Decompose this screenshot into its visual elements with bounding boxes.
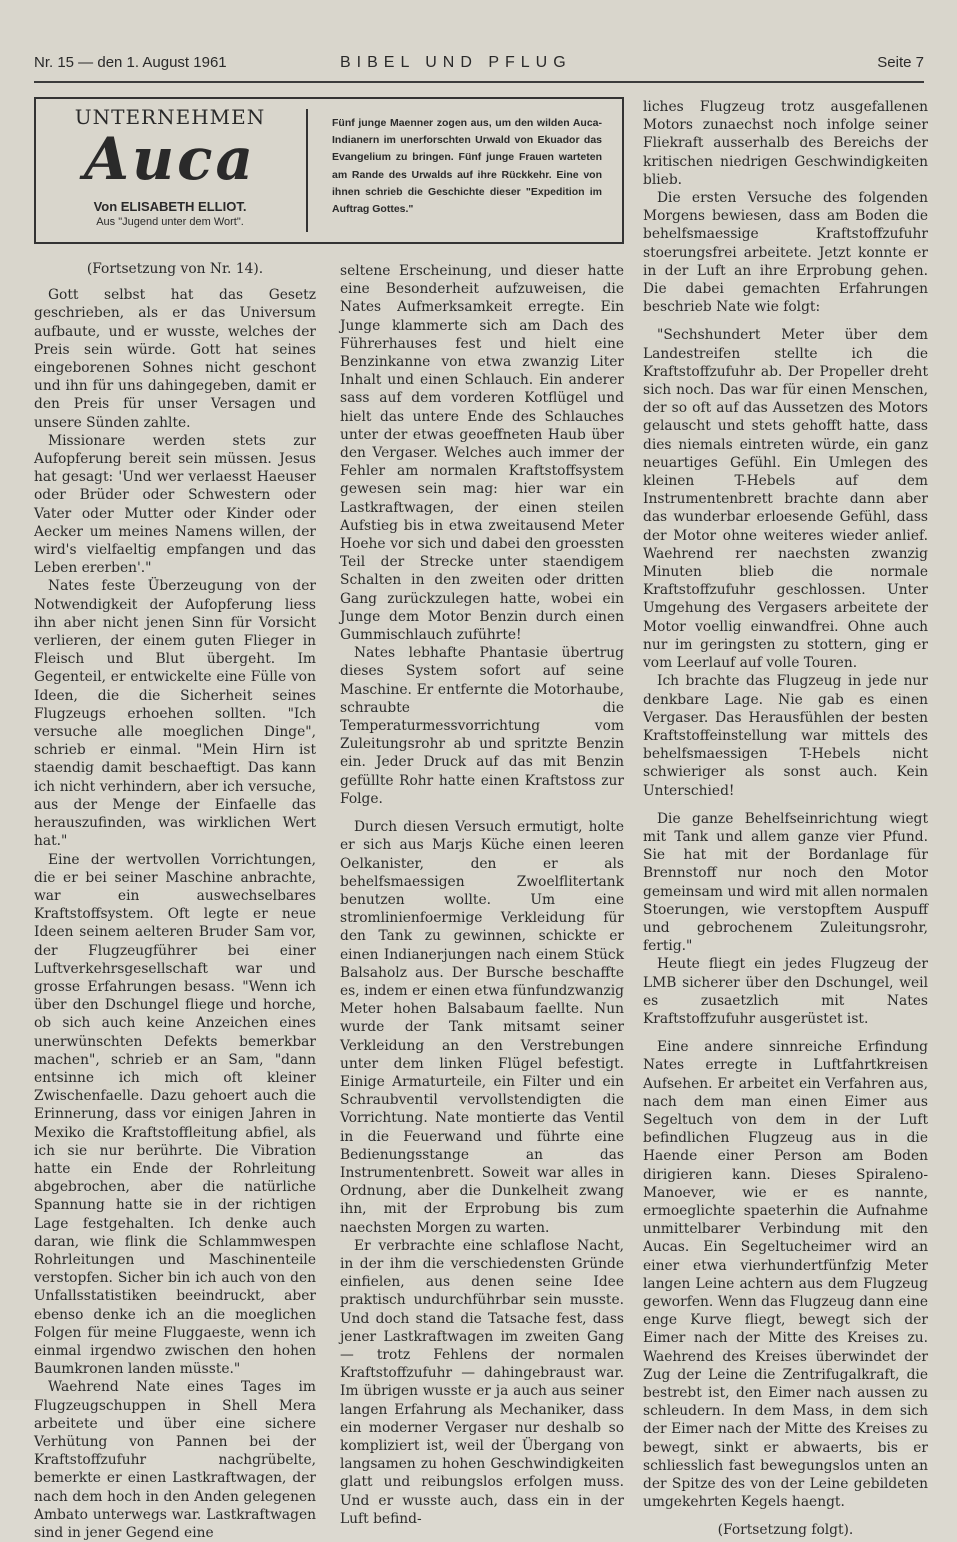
column-2 xyxy=(340,262,624,1528)
publication-title: BIBEL UND PFLUG xyxy=(340,54,572,71)
article-title: Auca xyxy=(83,125,257,193)
article-title-box xyxy=(34,97,624,244)
title-kicker: UNTERNEHMEN xyxy=(74,105,266,129)
paragraph: Die ersten Versuche des folgenden Morgens bewiesen, dass am Boden die behelfsmaessige Kraftstoffzufuhr stoerungsfrei arbeitete. Jetzt konnte er in der Luft an ihre Erprobung gehen. Die dabei gemachten Erfahrungen beschrieb Nate wie folgt: xyxy=(643,190,928,316)
column-3 xyxy=(643,98,928,1540)
article-intro: Fünf junge Maenner zogen aus, um den wilden Auca-Indianern im unerforschten Urwald von Ekuador das Evangelium zu bringen. Fünf junge Frauen warteten am Rande des Urwalds auf ihre Rückkehr. Eine von ihnen schrieb die Geschichte dieser "Expedition im Auftrag Gottes." xyxy=(332,117,602,216)
paragraph: Die ganze Behelfseinrichtung wiegt mit Tank und allem ganze vier Pfund. Sie hat mit der Bordanlage für Brennstoff nur noch den Motor gemeinsam und wird mit allen normalen Stoerungen, wie verstopftem Auspuff und gebrochenem Zuleitungsrohr, fertig." xyxy=(643,810,928,955)
continued-from: (Fortsetzung von Nr. 14). xyxy=(86,261,264,277)
paragraph: Gott selbst hat das Gesetz geschrieben, als er das Universum aufbaute, und er wusste, welches der Preis sein würde. Gott hat seines eingeborenen Sohnes nicht geschont und ihn für uns dahingegeben, damit er den Preis für unser Versagen und unsere Sünden zahlte. xyxy=(34,287,316,431)
issue-date: Nr. 15 — den 1. August 1961 xyxy=(34,54,227,71)
continued-note: (Fortsetzung folgt). xyxy=(717,1522,854,1539)
paragraph: liches Flugzeug trotz ausgefallenen Motors zunaechst noch infolge seiner Fliekraft ausserhalb des Bereichs der kritischen niedrigen Geschwindigkeiten blieb. xyxy=(643,99,928,188)
paragraph: seltene Erscheinung, und dieser hatte eine Besonderheit aufzuweisen, die Nates Aufmerksamkeit erregte. Ein Junge klammerte sich am Dach des Führerhauses fest und hielt eine Benzinkanne von etwa zwanzig Liter Inhalt und einen Schlauch. Ein anderer sass auf dem vorderen Kotflügel und hielt das untere Ende des Schlauches unter der etwas geoeffneten Haub über den Vergaser. Welches auch immer der Fehler am normalen Kraftstoffsystem gewesen sein mag: hier war ein Lastkraftwagen, der einen steilen Aufstieg bis in etwa zweitausend Meter Hoehe vor sich und dabei den groessten Teil der Strecke unter staendigem Schalten in den zweiten oder dritten Gang zurückzulegen hatte, wobei ein Junge dem Motor Benzin durch einen Gummischlauch zuführte! xyxy=(340,263,624,644)
title-box-divider xyxy=(306,109,308,232)
title-block xyxy=(36,99,304,242)
paragraph: Heute fliegt ein jedes Flugzeug der LMB sicherer über den Dschungel, weil es zusaetzlich mit Nates Kraftstoffzufuhr ausgerüstet ist. xyxy=(643,956,928,1027)
page-header xyxy=(34,54,924,80)
paragraph: Nates lebhafte Phantasie übertrug dieses System sofort auf seine Maschine. Er entfernte die Motorhaube, schraubte die Temperaturmessvorrichtung vom Zuleitungsrohr ab und spritzte Benzin ein. Jeder Druck auf das mit Benzin gefüllte Rohr hatte einen Kraftstoss zur Folge. xyxy=(340,645,624,807)
paragraph: Durch diesen Versuch ermutigt, holte er sich aus Marjs Küche einen leeren Oelkanister, den er als behelfsmaessigen Zwoelflitertank benutzen wollte. Um eine stromlinienfoermige Verkleidung für den Tank zu gewinnen, schickte er einen Indianerjungen nach einem Stück Balsaholz aus. Der Bursche beschaffte es, indem er einen etwa fünfundzwanzig Meter hohen Balsabaum faellte. Nun wurde der Tank mitsamt seiner Verkleidung an den Verstrebungen unter dem linken Flügel befestigt. Einige Armaturteile, ein Filter und ein Schraubventil vervollstendigten die Vorrichtung. Nate montierte das Ventil in die Feuerwand und führte eine Bedienungsstange an das Instrumentenbrett. Soweit war alles in Ordnung, aber die Dunkelheit zwang ihn, mit der Erprobung bis zum naechsten Morgen zu warten. xyxy=(340,819,624,1236)
paragraph: Eine andere sinnreiche Erfindung Nates erregte in Luftfahrtkreisen Aufsehen. Er arbeitet ein Verfahren aus, nach dem man einen Eimer aus Segeltuch von dem in der Luft befindlichen Flugzeug aus in die Haende einer Person am Boden dirigieren kann. Dieses Spiraleno-Manoever, wie er es nannte, ermoeglichte spaeterhin die Aufnahme unmittelbarer Verbindung mit den Aucas. Ein Segeltucheimer wird an einer etwa vierhundertfünfzig Meter langen Leine achtern aus dem Flugzeug geworfen. Wenn das Flugzeug dann eine enge Kurve fliegt, bewegt sich der Eimer nach der Mitte des Kreises zu. Waehrend des Kreises überwindet der Zug der Leine die Zentrifugalkraft, die bestrebt ist, den Eimer nach aussen zu schleudern. In dem Mass, in dem sich der Eimer nach der Mitte des Kreises zu bewegt, sinkt er abwaerts, bis er schliesslich fast bewegungslos unten an der Spitze des von der Leine gebildeten umgekehrten Kegels haengt. xyxy=(643,1039,928,1511)
header-rule xyxy=(34,81,924,83)
paragraph: Eine der wertvollen Vorrichtungen, die er bei seiner Maschine anbrachte, war ein auswechselbares Kraftstoffsystem. Oft legte er neue Ideen seinem aelteren Bruder Sam vor, der Flugzeugführer bei einer Luftverkehrsgesellschaft war und grosse Erfahrungen besass. "Wenn ich über den Dschungel fliege und horche, ob sich auch keine Anzeichen eines unerwünschten Defekts bemerkbar machen", schrieb er an Sam, "dann entsinne ich mich oft kleiner Zwischenfaelle. Dazu gehoert auch die Erinnerung, dass vor einigen Jahren in Mexiko die Kraftstoffleitung abfiel, als ich sie nur berührte. Die Vibration hatte ein Ende der Rohrleitung abgebrochen, aber die natürliche Spannung hatte sie in der richtigen Lage festgehalten. Ich denke auch daran, wie flink die Schlammwespen Rohrleitungen und Maschinenteile verstopfen. Sicher bin ich auch von den Unfallsstatistiken beeindruckt, aber ebenso denke ich an die moeglichen Folgen für meine Fluggaeste, wenn ich einmal irgendwo zwischen den hohen Baumkronen landen müsste." xyxy=(34,851,316,1378)
paragraph: Waehrend Nate eines Tages im Flugzeugschuppen in Shell Mera arbeitete und über eine sichere Verhütung von Pannen bei der Kraftstoffzufuhr nachgrübelte, bemerkte er einen Lastkraftwagen, der nach dem hoch in den Anden gelegenen Ambato unterwegs war. Lastkraftwagen sind in jener Gegend eine xyxy=(34,1379,316,1542)
column-1 xyxy=(34,260,316,1542)
paragraph: Ich brachte das Flugzeug in jede nur denkbare Lage. Nie gab es einen Vergaser. Das Herausfühlen der besten Kraftstoffeinstellung war mittels des behelfsmaessigen T-Hebels nicht schwieriger als sonst auch. Kein Unterschied! xyxy=(643,673,928,799)
paragraph: Missionare werden stets zur Aufopferung bereit sein müssen. Jesus hat gesagt: 'Und wer verlaesst Haeuser oder Brüder oder Schwestern oder Vater oder Mutter oder Kinder oder Aecker um meines Namens willen, der wird's vielfaeltig empfangen und das Leben ererben'." xyxy=(34,432,316,577)
page-number: Seite 7 xyxy=(877,54,924,71)
paragraph: "Sechshundert Meter über dem Landestreifen stellte ich die Kraftstoffzufuhr ab. Der Propeller dreht sich noch. Das war für einen Menschen, der so oft auf das Aussetzen des Motors gelauscht und stets gehofft hatte, dass dies niemals eintreten würde, ein ganz neuartiges Gefühl. Ein Umlegen des kleinen T-Hebels auf dem Instrumentenbrett brachte dann aber das wunderbar erloesende Gefühl, dass der Motor ohne weiteres wieder anlief. Waehrend rer naechsten zwanzig Minuten blieb die normale Kraftstoffzufuhr geschlossen. Unter Umgehung des Vergasers arbeitete der Motor voellig einwandfrei. Ohne auch nur im geringsten zu stottern, ging er vom Leerlauf auf volle Touren. xyxy=(643,327,928,672)
paragraph: Nates feste Überzeugung von der Notwendigkeit der Aufopferung liess ihn aber nicht jenen Sinn für Vorsicht verlieren, der einem guten Flieger in Fleisch und Blut übergeht. Im Gegenteil, er entwickelte eine Fülle von Ideen, die die Sicherheit seines Flugzeugs erhoehen sollten. "Ich versuche alle moeglichen Dinge", schrieb er einmal. "Mein Hirn ist staendig damit beschaeftigt. Das kann ich nicht verhindern, aber ich versuche, aus der Menge der Einfaelle das herauszufinden, was wirklichen Wert hat." xyxy=(34,578,316,850)
paragraph: Er verbrachte eine schlaflose Nacht, in der ihm die verschiedensten Gründe einfielen, aus denen seine Idee praktisch undurchführbar sein musste. Und doch stand die Tatsache fest, dass jener Lastkraftwagen im zweiten Gang — trotz Fehlens der normalen Kraftstoffzufuhr — dahingebraust war. Im übrigen wusste er ja auch aus seiner langen Erfahrung als Mechaniker, dass ein moderner Vergaser nur deshalb so kompliziert ist, weil der Übergang von langsamen zu hohen Geschwindigkeiten glatt und reibungslos erfolgen muss. Und er wusste auch, dass ein in der Luft befind- xyxy=(340,1237,624,1527)
author-byline: Von ELISABETH ELLIOT. xyxy=(93,199,247,214)
source-note: Aus "Jugend unter dem Wort". xyxy=(96,216,244,228)
